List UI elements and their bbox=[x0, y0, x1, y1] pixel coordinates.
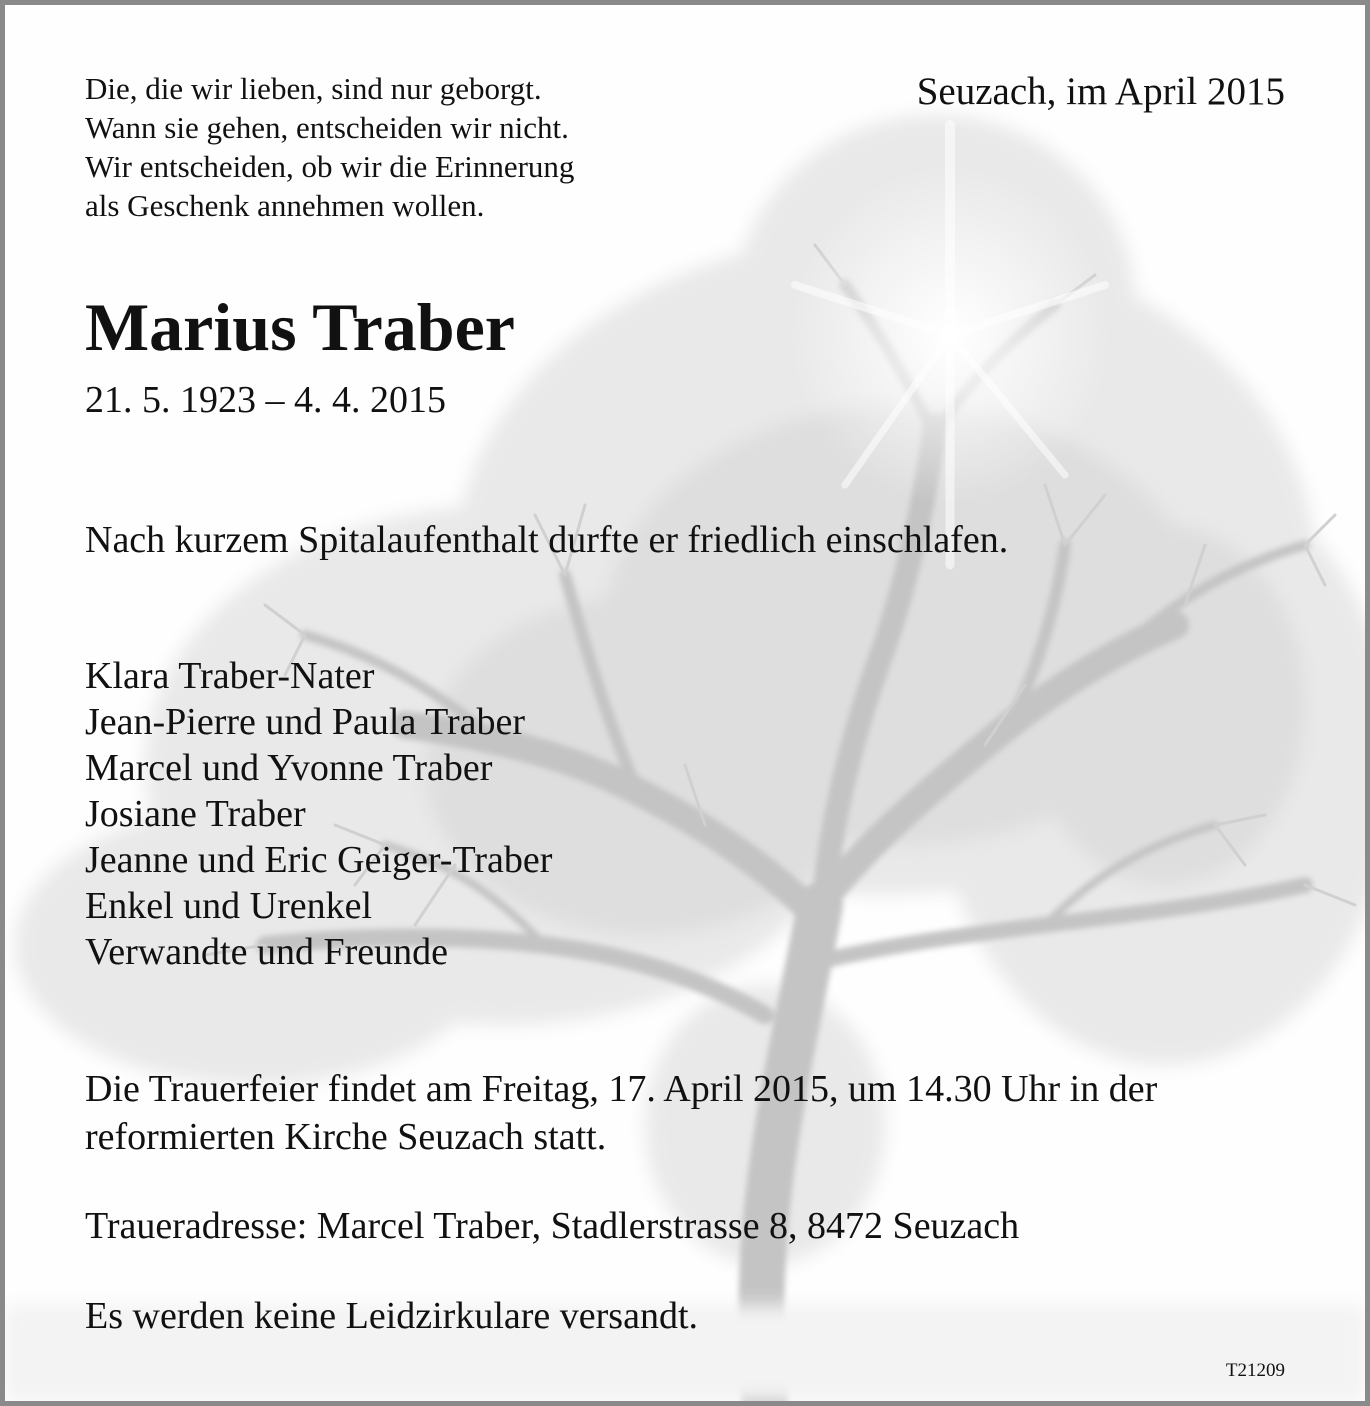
mourner-item: Marcel und Yvonne Traber bbox=[85, 747, 493, 789]
poem-line: Wann sie gehen, entscheiden wir nicht. bbox=[85, 110, 569, 145]
deceased-name: Marius Traber bbox=[85, 289, 515, 365]
mourner-item: Jeanne und Eric Geiger-Traber bbox=[85, 839, 553, 881]
mourner-item: Verwandte und Freunde bbox=[85, 931, 449, 973]
place-date: Seuzach, im April 2015 bbox=[916, 70, 1285, 113]
lifespan-dates: 21. 5. 1923 – 4. 4. 2015 bbox=[85, 379, 446, 421]
circular-notice: Es werden keine Leidzirkulare versandt. bbox=[85, 1295, 699, 1337]
mourners-list bbox=[85, 653, 552, 975]
poem-line: Wir entscheiden, ob wir die Erinnerung bbox=[85, 149, 575, 184]
death-statement: Nach kurzem Spitalaufenthalt durfte er friedlich einschlafen. bbox=[85, 519, 1009, 561]
mourner-item: Jean-Pierre und Paula Traber bbox=[85, 701, 526, 743]
mourner-item: Enkel und Urenkel bbox=[85, 885, 373, 927]
poem bbox=[85, 69, 574, 225]
ceremony-details: Die Trauerfeier findet am Freitag, 17. April 2015, um 14.30 Uhr in der reformierten Kirche Seuzach statt. bbox=[85, 1068, 1158, 1158]
mourning-address: Traueradresse: Marcel Traber, Stadlerstrasse 8, 8472 Seuzach bbox=[85, 1205, 1020, 1247]
mourner-item: Klara Traber-Nater bbox=[85, 655, 375, 697]
poem-line: als Geschenk annehmen wollen. bbox=[85, 188, 485, 223]
reference-code: T21209 bbox=[1225, 1360, 1285, 1381]
mourner-item: Josiane Traber bbox=[85, 793, 306, 835]
poem-line: Die, die wir lieben, sind nur geborgt. bbox=[85, 71, 542, 106]
